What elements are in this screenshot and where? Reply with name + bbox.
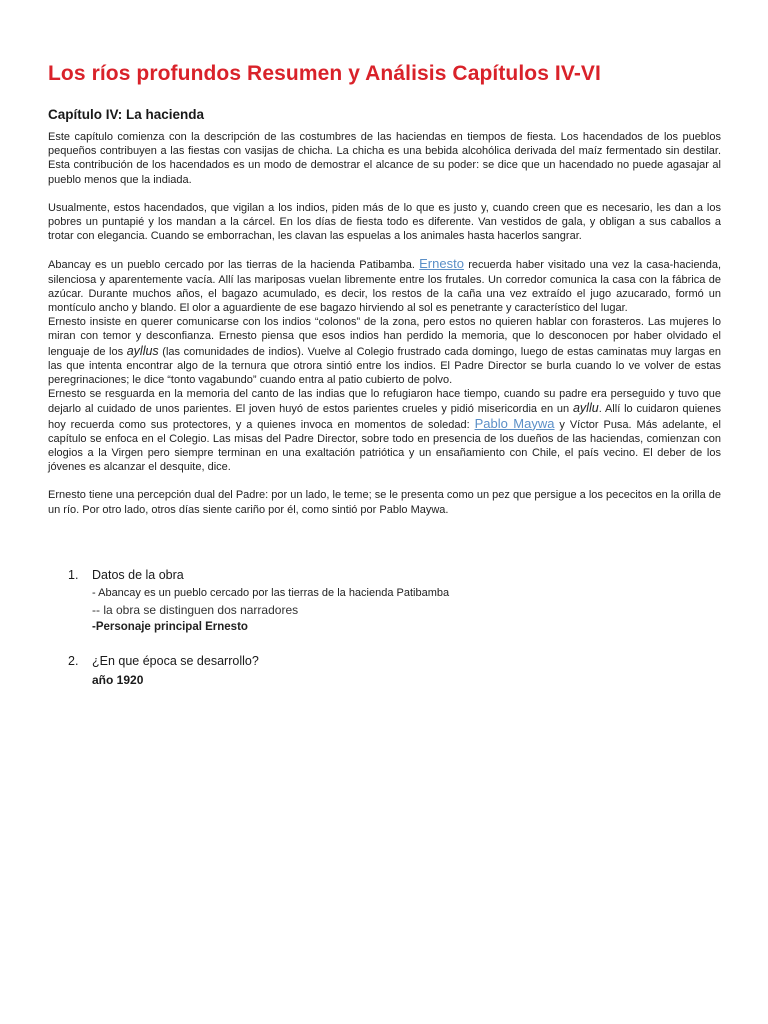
list-number-2: 2. — [68, 654, 79, 668]
ayllus-term: ayllus — [126, 343, 159, 358]
list-detail-3: -Personaje principal Ernesto — [92, 621, 248, 633]
paragraph-4-end: (las comunidades de indios). Vuelve al Colegio frustrado cada domingo, luego de estas caminatas muy largas en las que intenta encontrar algo de la ternura que otrora sintió entre los indios. El Padre Director se burla cuando lo ve volver de estas peregrinaciones; le dice “tonto vagabundo” cuando entra al patio cubierto de polvo. — [48, 345, 721, 387]
list-answer-2: año 1920 — [92, 673, 144, 687]
document-title: Los ríos profundos Resumen y Análisis Capítulos IV-VI — [48, 62, 601, 85]
paragraph-5-middle: . Allí lo cuidaron quienes hoy recuerda como sus protectores, y a quienes invoca en momentos de soledad: — [48, 403, 722, 431]
ayllu-term: ayllu — [572, 401, 599, 416]
list-detail-1: - Abancay es un pueblo cercado por las tierras de la hacienda Patibamba — [92, 587, 450, 599]
list-detail-2: -- la obra se distinguen dos narradores — [92, 603, 299, 617]
paragraph-5-end: y Víctor Pusa. Más adelante, el capítulo se enfoca en el Colegio. Las misas del Padre Director, sobre todo en presencia de los dueños de las haciendas, comienzan con elogios a la Virgen pero siempre terminan en una exaltación patriótica y un ensañamiento con Chile, el país vecino. El deber de los jóvenes es alcanzar el desquite, dice. — [48, 418, 721, 474]
paragraph-1: Este capítulo comienza con la descripción de las costumbres de las haciendas en tiempos de fiesta. Los hacendados de los pueblos pequeños contribuyen a las fiestas con vasijas de chicha. La chicha es una bebida alcohólica derivada del maíz fermentado sin destilar. Esta contribución de los hacendados es un modo de demostrar el alcance de su poder: se dice que un hacendado no puede agasajar al pueblo menos que la indiada. — [48, 131, 721, 186]
paragraph-3-end: recuerda haber visitado una vez la casa-hacienda, silenciosa y aparentemente vacía. Allí las mariposas vuelan libremente entre los frutales. Un corredor comunica la casa con la fábrica de azúcar. Durante muchos años, el bagazo acumulado, es decir, los restos de la caña una vez extraído el jugo azucarado, formó un montículo ancho y blando. El olor a aguardiente de ese bagazo hirviendo al sol es penetrante y característico del lugar. — [48, 259, 722, 315]
chapter-heading: Capítulo IV: La hacienda — [48, 107, 205, 122]
paragraph-5 — [48, 387, 721, 474]
paragraph-6: Ernesto tiene una percepción dual del Padre: por un lado, le teme; se le presenta como un pez que persigue a los pececitos en la orilla de un río. Por otro lado, otros días siente cariño por él, como sintió por Pablo Maywa. — [48, 489, 721, 516]
paragraph-4 — [48, 315, 721, 387]
list-heading-1: Datos de la obra — [92, 568, 184, 582]
pablo-maywa-link[interactable]: Pablo Maywa — [474, 415, 555, 431]
document-body — [48, 130, 721, 517]
paragraph-5-start: Ernesto se resguarda en la memoria del canto de las indias que lo refugiaron hace tiempo, cuando su padre era perseguido y tuvo que dejarlo al cuidado de unos parientes. El joven huyó de estos parientes crueles y pidió misericordia en un — [48, 388, 721, 416]
list-heading-2: ¿En que época se desarrollo? — [92, 654, 259, 668]
paragraph-2: Usualmente, estos hacendados, que vigilan a los indios, piden más de lo que es justo y, cuando creen que es necesario, les dan a los pobres un puntapié y los mandan a la cárcel. En los días de fiesta todo es diferente. Van vestidos de gala, y obligan a sus caballos a trotar con elegancia. Cuando se emborrachan, les clavan las espuelas a los animales hasta hacerlos sangrar. — [48, 201, 721, 243]
paragraph-3-start: Abancay es un pueblo cercado por las tierras de la hacienda Patibamba. — [48, 259, 415, 272]
paragraph-3 — [48, 257, 721, 315]
ernesto-link[interactable]: Ernesto — [419, 256, 464, 272]
paragraph-4-start: Ernesto insiste en querer comunicarse con los indios “colonos” de la zona, pero estos no quieren hablar con forasteros. Las mujeres lo miran con temor y desconfianza. Ernesto piensa que esos indios han perdido la memoria, que lo desconocen por haber olvidado el lenguaje de los — [48, 316, 721, 358]
list-number-1: 1. — [68, 568, 79, 582]
